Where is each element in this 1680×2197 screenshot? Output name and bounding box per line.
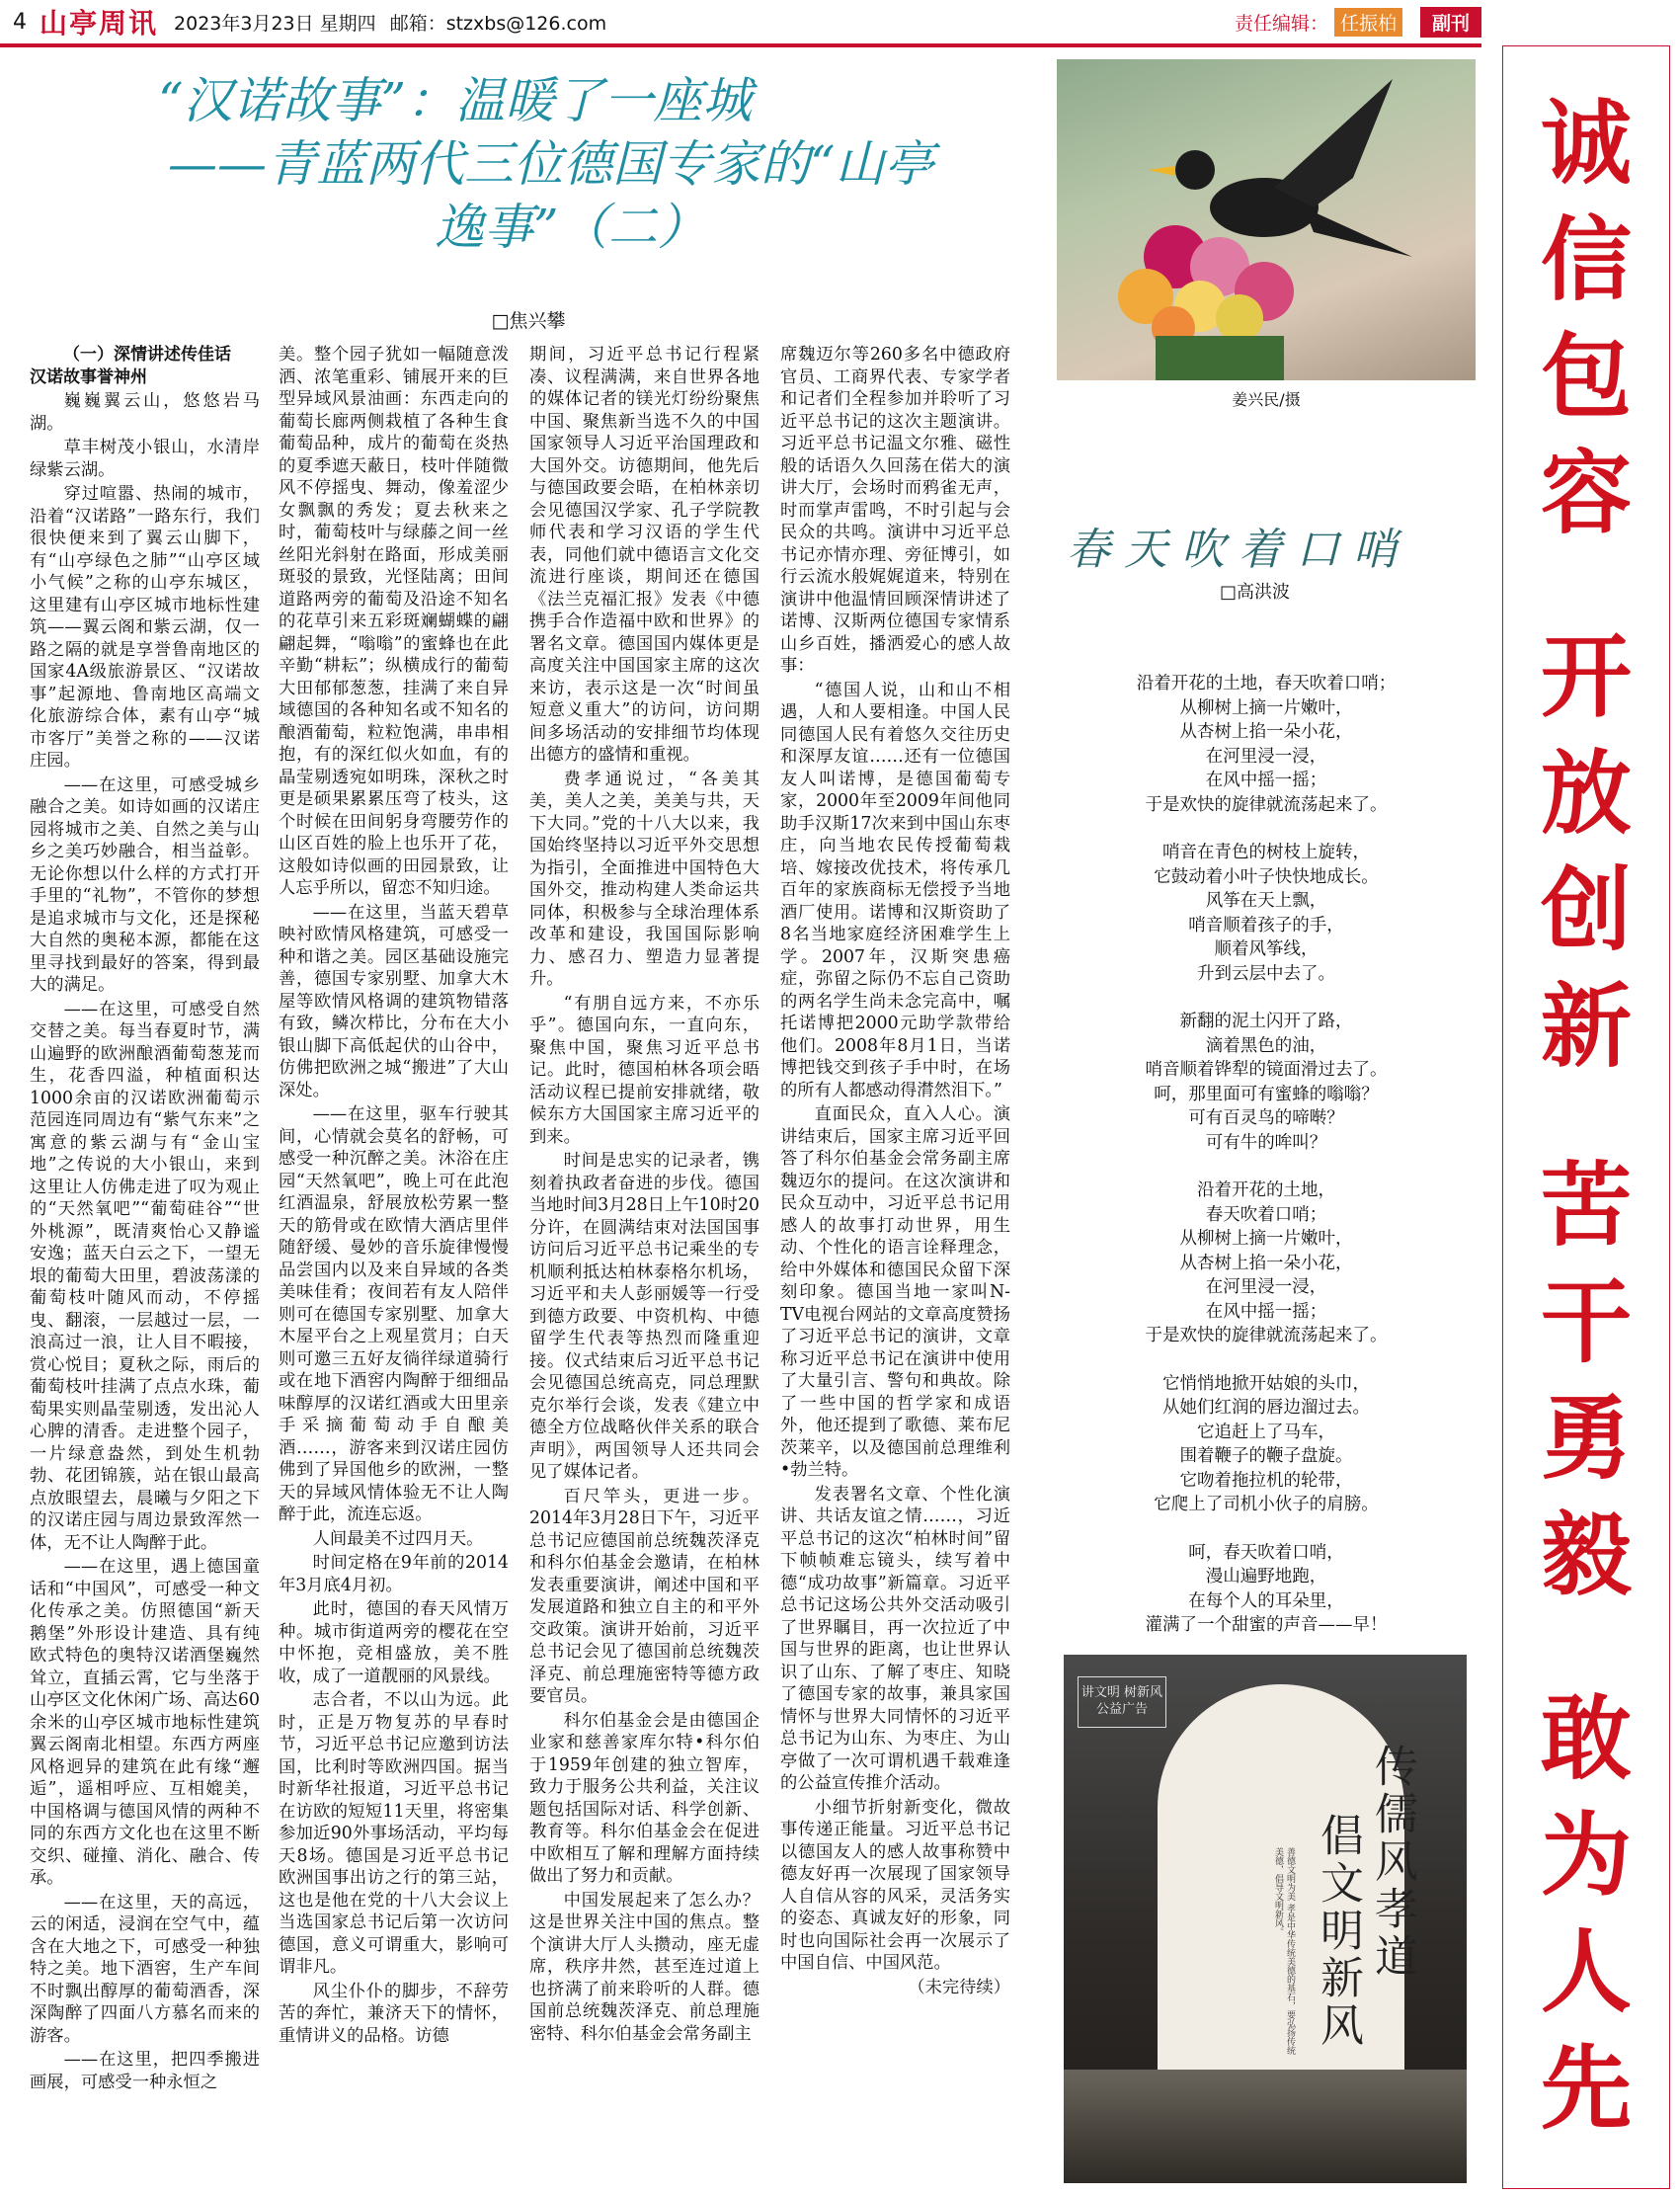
- article-paragraph: 草丰树茂小银山，水清岸绿紫云湖。: [30, 438, 260, 480]
- article-paragraph: 时间是忠实的记录者，镌刻着执政者奋进的步伐。德国当地时间3月28日上午10时20分许，在圆满结束对法国国事访问后习近平总书记乘坐的专机顺利抵达柏林泰格尔机场，习近平和夫人彭丽媛等一行受到德方政要、中资机构、中德留学生代表等热烈而隆重迎接。仪式结束后习近平总书记会见德国总统高克，同总理默克尔举行会谈，发表《建立中德全方位战略伙伴关系的联合声明》，两国领导人还共同会见了媒体记者。: [529, 1151, 760, 1482]
- poem-line: 灌满了一个甜蜜的声音——早！: [1145, 1615, 1388, 1635]
- article-paragraph: ——在这里，可感受自然交替之美。每当春夏时节，满山遍野的欧洲酿酒葡萄葱茏而生，花香四溢，种植面积达1000余亩的汉诺欧洲葡萄示范园连同周边有“紫气东来”之寓意的紫云湖与有“金山宝地”之传说的大小银山，来到这里让人仿佛走进了叹为观止的“天然氧吧”“葡萄硅谷”“世外桃源”，既清爽怡心又静谧安逸；蓝天白云之下，一望无垠的葡萄大田里，碧波荡漾的葡萄枝叶随风而动，不停摇曳、翻滚，一层越过一层，一浪高过一浪，让人目不暇接，赏心悦目；夏秋之际，雨后的葡萄枝叶挂满了点点水珠，葡萄果实则晶莹剔透，发出沁人心脾的清香。走进整个园子，一片绿意盎然，到处生机勃勃、花团锦簇，站在银山最高点放眼望去，晨曦与夕阳之下的汉诺庄园与周边景致浑然一体，无不让人陶醉于此。: [30, 999, 260, 1553]
- article-column-4: [780, 344, 1010, 2181]
- page-number: 4: [13, 9, 27, 35]
- poem-stanza: [1057, 1179, 1476, 1348]
- poem-line: 可有百灵鸟的啼啭？: [1188, 1108, 1344, 1128]
- paper-name: 山亭周讯: [40, 7, 159, 40]
- article-paragraph: 巍巍翼云山，悠悠岩马湖。: [30, 391, 260, 434]
- poem-line: 可有牛的哞叫？: [1205, 1132, 1327, 1153]
- poem-line: 春天吹着口哨；: [1205, 1204, 1327, 1225]
- ad-headline-a: 传儒风孝道: [1367, 1744, 1417, 1981]
- poem-author: □高洪波: [1220, 582, 1291, 603]
- article-column-1: [30, 344, 260, 2181]
- article-paragraph: “有朋自远方来，不亦乐乎”。德国向东，一直向东，聚焦中国，聚焦习近平总书记。此时，德国柏林各项会晤活动议程已提前安排就绪，敬候东方大国国家主席习近平的到来。: [529, 993, 760, 1147]
- masthead-rule: [0, 43, 1481, 47]
- poem-line: 新翻的泥土闪开了路，: [1179, 1012, 1353, 1031]
- poem-line: 从她们红润的唇边溜过去。: [1162, 1398, 1370, 1418]
- slogan-char: 开: [1540, 624, 1632, 730]
- ad-headline-b: 倡文明新风: [1313, 1813, 1363, 2050]
- poem-line: 从柳树上摘一片嫩叶，: [1179, 697, 1353, 718]
- slogan-char: 创: [1540, 857, 1632, 963]
- photo-caption: 姜兴民/摄: [1232, 390, 1301, 409]
- article-paragraph: 席魏迈尔等260多名中德政府官员、工商界代表、专家学者和记者们全程参加并聆听了习近平总书记的这次主题演讲。习近平总书记温文尔雅、磁性般的话语久久回荡在偌大的演讲大厅，会场时而鸦雀无声，时而掌声雷鸣，不时引起与会民众的共鸣。演讲中习近平总书记亦情亦理、旁征博引，如行云流水般娓娓道来，特别在演讲中他温情回顾深情讲述了诺博、汉斯两位德国专家情系山乡百姓，播洒爱心的感人故事：: [780, 345, 1010, 676]
- public-service-ad: [1064, 1655, 1467, 2183]
- ad-books-image: [1064, 2070, 1467, 2183]
- slogan-char: 勇: [1540, 1386, 1632, 1492]
- poem-stanza: [1057, 1010, 1476, 1155]
- slogan-char: 敢: [1540, 1686, 1632, 1792]
- article-paragraph: 美。整个园子犹如一幅随意泼洒、浓笔重彩、铺展开来的巨型异域风景油画：东西走向的葡萄长廊两侧栽植了各种生食葡萄品种，成片的葡萄在炎热的夏季遮天蔽日，枝叶伴随微风不停摇曳、舞动，像羞涩少女飘飘的秀发；夏去秋来之时，葡萄枝叶与绿藤之间一丝丝阳光斜射在路面，形成美丽斑驳的景致，光怪陆离；田间道路两旁的葡萄及沿途不知名的花草引来五彩斑斓蝴蝶的翩翩起舞，“嗡嗡”的蜜蜂也在此辛勤“耕耘”；纵横成行的葡萄大田郁郁葱葱，挂满了来自异域德国的各种知名或不知名的酿酒葡萄，粒粒饱满，串串相抱，有的深红似火如血，有的晶莹剔透宛如明珠，深秋之时更是硕果累累压弯了枝头，这个时候在田间躬身弯腰劳作的山区百姓的脸上也乐开了花，这般如诗似画的田园景致，让人忘乎所以，留恋不知归途。: [279, 345, 509, 898]
- poem-stanza: [1057, 672, 1476, 817]
- editor-label: 责任编辑：: [1234, 12, 1328, 35]
- slogan-char: 先: [1540, 2036, 1632, 2142]
- slogan-char: 苦: [1540, 1153, 1632, 1259]
- article-paragraph: ——在这里，遇上德国童话和“中国风”，可感受一种文化传承之美。仿照德国“新天鹅堡”外形设计建造、具有纯欧式特色的奥特汉诺酒堡巍然耸立，直插云霄，它与坐落于山亭区文化休闲广场、高达60余米的山亭区城市地标性建筑翼云阁南北相望。东西方两座风格迥异的建筑在此有缘“邂逅”，遥相呼应、互相媲美，中国格调与德国风情的两种不同的东西方文化也在这里不断交织、碰撞、消化、融合、传承。: [30, 1557, 260, 1888]
- poem-stanza: [1057, 1372, 1476, 1517]
- poem-line: 它鼓动着小叶子快快地成长。: [1154, 866, 1379, 887]
- slogan-char: 毅: [1540, 1503, 1632, 1608]
- article-paragraph: 中国发展起来了怎么办？这是世界关注中国的焦点。整个演讲大厅人头攒动，座无虚席，秩序井然，甚至连过道上也挤满了前来聆听的人群。德国前总统魏茨泽克、前总理施密特、科尔伯基金会常务副主: [529, 1890, 760, 2044]
- ad-tag: 讲文明 树新风 公益广告: [1078, 1676, 1166, 1728]
- poem-line: 在风中摇一摇；: [1205, 1301, 1327, 1322]
- poem-line: 在河里浸一浸，: [1205, 1277, 1327, 1297]
- poem-line: 哨音顺着铧犁的镜面滑过去了。: [1145, 1060, 1388, 1080]
- slogan-char: 干: [1540, 1269, 1632, 1375]
- article-paragraph: 时间定格在9年前的2014年3月底4月初。: [279, 1553, 509, 1595]
- headline-line-1: “汉诺故事”：温暖了一座城: [158, 72, 753, 129]
- article-column-2: [279, 344, 509, 2181]
- poem-line: 从柳树上摘一片嫩叶，: [1179, 1229, 1353, 1249]
- contact-email: 邮箱：stzxbs@126.com: [389, 12, 607, 35]
- poem-line: 于是欢快的旋律就流荡起来了。: [1145, 1326, 1388, 1345]
- section-tag: 副刊: [1420, 7, 1481, 38]
- section-subheading: （一）深情讲述传佳话: [63, 345, 231, 365]
- poem-line: 在每个人的耳朵里，: [1188, 1590, 1344, 1611]
- poem-line: 于是欢快的旋律就流荡起来了。: [1145, 794, 1388, 815]
- poem-title: 春天吹着口哨: [1067, 525, 1410, 575]
- slogan-column: [1502, 45, 1670, 2189]
- article-paragraph: 志合者，不以山为远。此时，正是万物复苏的早春时节，习近平总书记应邀到访法国，比利时等欧洲四国。据当时新华社报道，习近平总书记在访欧的短短11天里，将密集参加近90外事场活动，平均每天8场。德国是习近平总书记欧洲国事出访之行的第三站，这也是他在党的十八大会议上当选国家总书记后第一次访问德国，意义可谓重大，影响可谓非凡。: [279, 1690, 509, 1977]
- slogan-char: 包: [1540, 324, 1632, 430]
- poem-line: 沿着开花的土地，春天吹着口哨；: [1136, 674, 1397, 693]
- slogan-char: 新: [1540, 974, 1632, 1080]
- section-subheading: 汉诺故事誉神州: [30, 366, 147, 387]
- article-paragraph: 期间，习近平总书记行程紧凑、议程满满，来自世界各地的媒体记者的镁光灯纷纷聚焦中国、聚焦新当选不久的中国国家领导人习近平治国理政和大国外交。访德期间，他先后与德国政要会晤，在柏林亲切会见德国汉学家、孔子学院教师代表和学习汉语的学生代表，同他们就中德语言文化交流进行座谈，期间还在德国《法兰克福汇报》发表《中德携手合作造福中欧和世界》的署名文章。德国国内媒体更是高度关注中国国家主席的这次来访，表示这是一次“时间虽短意义重大”的访问，访问期间多场活动的安排细节均体现出德方的盛情和重视。: [529, 345, 760, 765]
- article-paragraph: 人间最美不过四月天。: [312, 1528, 484, 1549]
- article-paragraph: ——在这里，把四季搬进画展，可感受一种永恒之: [30, 2050, 260, 2092]
- article-paragraph: 风尘仆仆的脚步，不辞劳苦的奔忙，兼济天下的情怀，重情讲义的品格。访德: [279, 1981, 509, 2046]
- article-paragraph: 小细节折射新变化，微故事传递正能量。习近平总书记以德国友人的感人故事称赞中德友好再一次展现了国家领导人自信从容的风采，灵活务实的姿态、真诚友好的形象，同时也向国际社会再一次展示了中国自信、中国风范。: [780, 1797, 1010, 1973]
- poem-line: 风筝在天上飘，: [1205, 891, 1327, 911]
- article-headline: [30, 69, 1027, 259]
- ad-small-title: 善德文明为美: [1285, 1847, 1295, 1901]
- masthead: [0, 0, 1481, 43]
- article-paragraph: ——在这里，可感受城乡融合之美。如诗如画的汉诺庄园将城市之美、自然之美与山乡之美巧妙融合，相当益彰。无论你想以什么样的方式打开手里的“礼物”，不管你的梦想是追求城市与文化，还是探秘大自然的奥秘本源，都能在这里寻找到最好的答案，得到最大的满足。: [30, 774, 260, 995]
- headline-line-2: ——青蓝两代三位德国专家的“山亭: [168, 135, 934, 193]
- flower-cluster: [1118, 225, 1294, 380]
- poem-line: 沿着开花的土地，: [1197, 1180, 1335, 1200]
- poem-line: 哨音顺着孩子的手，: [1188, 915, 1344, 936]
- poem-line: 呵，那里面可有蜜蜂的嗡嗡？: [1154, 1084, 1379, 1104]
- article-paragraph: “德国人说，山和山不相遇，人和人要相逢。中国人民同德国人民有着悠久交往历史和深厚友谊……还有一位德国友人叫诺博，是德国葡萄专家，2000年至2009年间他同助手汉斯17次来到中国山东枣庄，向当地农民传授葡萄栽培、嫁接改优技术，将传承几百年的家族商标无偿授予当地酒厂使用。诺博和汉斯资助了8名当地家庭经济困难学生上学。2007年，汉斯突患癌症，弥留之际仍不忘自己资助的两名学生尚未念完高中，嘱托诺博把2000元助学款带给他们。2008年8月1日，当诺博把钱交到孩子手中时，在场的所有人都感动得潸然泪下。”: [780, 680, 1010, 1100]
- article-paragraph: ——在这里，驱车行驶其间，心情就会莫名的舒畅，可感受一种沉醉之美。沐浴在庄园“天然氧吧”，晚上可在此泡红酒温泉，舒展放松劳累一整天的筋骨或在欧情大酒店里伴随舒缓、曼妙的音乐旋律慢慢品尝国内以及来自异域的各类美味佳肴；夜间若有友人陪伴则可在德国专家别墅、加拿大木屋平台之上观星赏月；白天则可邀三五好友徜徉绿道骑行或在地下酒窖内陶醉于细细品味醇厚的汉诺红酒或大田里亲手采摘葡萄动手自酿美酒……，游客来到汉诺庄园仿佛到了异国他乡的欧洲，一整天的异域风情体验无不让人陶醉于此，流连忘返。: [279, 1104, 509, 1524]
- poem-stanza: [1057, 841, 1476, 986]
- poem-body: [1057, 672, 1476, 1662]
- ad-small-body: 孝是中华传统美德的基石，要弘扬传统美德，倡导文明新风。: [1273, 1847, 1295, 2055]
- article-paragraph: 此时，德国的春天风情万种。城市街道两旁的樱花在空中怀抱，竞相盛放，美不胜收，成了一道靓丽的风景线。: [279, 1599, 509, 1686]
- poem-line: 呵，春天吹着口哨，: [1188, 1542, 1344, 1563]
- article-paragraph: 直面民众，直入人心。演讲结束后，国家主席习近平回答了科尔伯基金会常务副主席魏迈尔的提问。在这次演讲和民众互动中，习近平总书记用感人的故事打动世界，用生动、个性化的语言诠释理念，给中外媒体和德国民众留下深刻印象。德国当地一家叫N-TV电视台网站的文章高度赞扬了习近平总书记的演讲，文章称习近平总书记在演讲中使用了大量引言、警句和典故。除了一些中国的哲学家和成语外，他还提到了歌德、莱布尼茨莱辛，以及德国前总理维利•勃兰特。: [780, 1104, 1010, 1480]
- poem-line: 在风中摇一摇；: [1205, 771, 1327, 790]
- bird-on-flowers-photo: [1057, 59, 1476, 380]
- article-paragraph: 百尺竿头，更进一步。2014年3月28日下午，习近平总书记应德国前总统魏茨泽克和科尔伯基金会邀请，在柏林发表重要演讲，阐述中国和平发展道路和独立自主的和平外交政策。演讲开始前，习近平总书记会见了德国前总统魏茨泽克、前总理施密特等德方政要官员。: [529, 1486, 760, 1706]
- poem-line: 从杏树上掐一朵小花，: [1179, 1253, 1353, 1273]
- article-paragraph: 穿过喧嚣、热闹的城市，沿着“汉诺路”一路东行，我们很快便来到了翼云山脚下，有“山亭绿色之肺”“山亭区域小气候”之称的山亭东城区，这里建有山亭区城市地标性建筑——翼云阁和紫云湖，仅一路之隔的就是享誉鲁南地区的国家4A级旅游景区、“汉诺故事”起源地、鲁南地区高端文化旅游综合体，素有山亭“城市客厅”美誉之称的——汉诺庄园。: [30, 484, 260, 771]
- poem-line: 围着鞭子的鞭子盘旋。: [1179, 1446, 1353, 1466]
- slogan-char: 为: [1540, 1803, 1632, 1909]
- poem-line: 它悄悄地掀开姑娘的头巾，: [1162, 1373, 1370, 1394]
- poem-line: 滴着黑色的油，: [1205, 1035, 1327, 1056]
- article-paragraph: ——在这里，当蓝天碧草映衬欧情风格建筑，可感受一种和谐之美。园区基础设施完善，德国专家别墅、加拿大木屋等欧情风格调的建筑物错落有致，鳞次栉比，分布在大小银山脚下高低起伏的山谷中，仿佛把欧洲之城“搬进”了大山深处。: [279, 902, 509, 1100]
- poem-stanza: [1057, 1541, 1476, 1638]
- slogan-char: 人: [1540, 1919, 1632, 2025]
- poem-line: 它爬上了司机小伙子的肩膀。: [1154, 1495, 1379, 1514]
- poem-line: 升到云层中去了。: [1197, 963, 1335, 984]
- poem-line: 顺着风筝线，: [1214, 939, 1319, 959]
- article-paragraph: 费孝通说过，“各美其美，美人之美，美美与共，天下大同。”党的十八大以来，我国始终坚持以习近平外交思想为指引，全面推进中国特色大国外交，推动构建人类命运共同体，积极参与全球治理体系改革和建设，我国国际影响力、感召力、塑造力显著提升。: [529, 769, 760, 989]
- poem-line: 哨音在青色的树枝上旋转，: [1162, 843, 1370, 862]
- ad-small-text: [1237, 1847, 1296, 2055]
- slogan-char: 诚: [1540, 91, 1632, 197]
- poem-line: 漫山遍野地跑，: [1205, 1567, 1327, 1587]
- slogan-char: 信: [1540, 207, 1632, 313]
- poem-line: 从杏树上掐一朵小花，: [1179, 722, 1353, 742]
- article-paragraph: 发表署名文章、个性化演讲、共话友谊之情……，习近平总书记的这次“柏林时间”留下帧帧难忘镜头，续写着中德“成功故事”新篇章。习近平总书记这场公共外交活动吸引了世界瞩目，再一次拉近了中国与世界的距离，也让世界认识了山东、了解了枣庄、知晓了德国专家的故事，兼具家国情怀与世界大同情怀的习近平总书记为山东、为枣庄、为山亭做了一次可谓机遇千载难逢的公益宣传推介活动。: [780, 1484, 1010, 1793]
- slogan-char: 放: [1540, 741, 1632, 847]
- article-column-3: [529, 344, 760, 2181]
- slogan-char: 容: [1540, 441, 1632, 546]
- article-paragraph: （未完待续）: [908, 1977, 1010, 1997]
- poem-line: 它吻着拖拉机的轮带，: [1179, 1470, 1353, 1491]
- poem-line: 在河里浸一浸，: [1205, 746, 1327, 767]
- editor-name: 任振柏: [1334, 8, 1402, 37]
- poem-line: 它追赶上了马车，: [1197, 1422, 1335, 1442]
- headline-line-3: 逸事”（二）: [435, 199, 707, 256]
- article-paragraph: 科尔伯基金会是由德国企业家和慈善家库尔特•科尔伯于1959年创建的独立智库，致力于服务公共利益，关注议题包括国际对话、科学创新、教育等。科尔伯基金会在促进中欧相互了解和理解方面持续做出了努力和贡献。: [529, 1710, 760, 1886]
- article-paragraph: ——在这里，天的高远，云的闲适，浸润在空气中，蕴含在大地之下，可感受一种独特之美。地下酒窖，生产车间不时飘出醇厚的葡萄酒香，深深陶醉了四面八方慕名而来的游客。: [30, 1892, 260, 2046]
- article-byline: □焦兴攀: [491, 310, 566, 332]
- editor-box: [1235, 7, 1481, 38]
- issue-date: 2023年3月23日 星期四: [174, 12, 376, 35]
